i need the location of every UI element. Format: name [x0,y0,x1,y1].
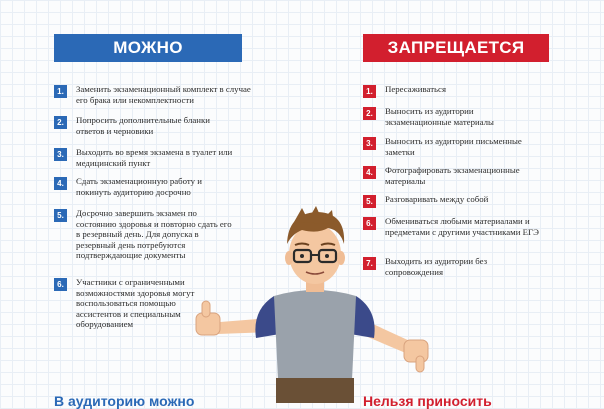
forbidden-item-1-text: Пересаживаться [385,84,447,94]
forbidden-item-4-text: Фотографировать экзаменационные материалы [385,165,520,186]
allowed-item-2-number: 2. [54,116,67,129]
allowed-item-2-text: Попросить дополнительные бланки ответов и черновики [76,115,210,136]
forbidden-item-6-number: 6. [363,217,376,230]
allowed-item-1-number: 1. [54,85,67,98]
allowed-item-4-text: Сдать экзаменационную работу и покинуть аудиторию досрочно [76,176,202,197]
forbidden-item-3 [363,136,573,157]
forbidden-item-2 [363,106,563,127]
allowed-item-2 [54,115,254,136]
forbidden-item-5-number: 5. [363,195,376,208]
forbidden-item-1 [363,84,563,98]
allowed-item-6-number: 6. [54,278,67,291]
forbidden-item-1-number: 1. [363,85,376,98]
allowed-bottom-heading: В аудиторию можно [54,393,195,409]
forbidden-item-2-text: Выносить из аудитории экзаменационные материалы [385,106,494,127]
forbidden-item-4-number: 4. [363,166,376,179]
allowed-item-1 [54,84,254,105]
allowed-item-6-text: Участники с ограниченными возможностями здоровья могут воспользоваться помощью ассистентов и специальным оборудованием [76,277,195,329]
allowed-item-4-number: 4. [54,177,67,190]
forbidden-item-3-number: 3. [363,137,376,150]
allowed-item-3 [54,147,254,168]
forbidden-item-6-text: Обмениваться любыми материалами и предметами с другими участниками ЕГЭ [385,216,539,237]
allowed-item-4 [54,176,254,197]
allowed-item-5-number: 5. [54,209,67,222]
allowed-item-1-text: Заменить экзаменационный комплект в случае его брака или некомплектности [76,84,251,105]
allowed-item-3-number: 3. [54,148,67,161]
forbidden-item-3-text: Выносить из аудитории письменные заметки [385,136,522,157]
forbidden-item-7-text: Выходить из аудитории без сопровождения [385,256,488,277]
forbidden-item-2-number: 2. [363,107,376,120]
forbidden-bottom-heading: Нельзя приносить [363,393,492,409]
forbidden-item-7-number: 7. [363,257,376,270]
allowed-item-5-text: Досрочно завершить экзамен по состоянию здоровья и повторно сдать его в резервный день. Для допуска в резервный день потребуются подтверждающие документы [76,208,232,260]
forbidden-item-5-text: Разговаривать между собой [385,194,489,204]
allowed-header: МОЖНО [54,34,242,62]
forbidden-header: ЗАПРЕЩАЕТСЯ [363,34,549,62]
forbidden-item-4 [363,165,573,186]
student-illustration [190,200,440,403]
allowed-item-3-text: Выходить во время экзамена в туалет или медицинский пункт [76,147,233,168]
